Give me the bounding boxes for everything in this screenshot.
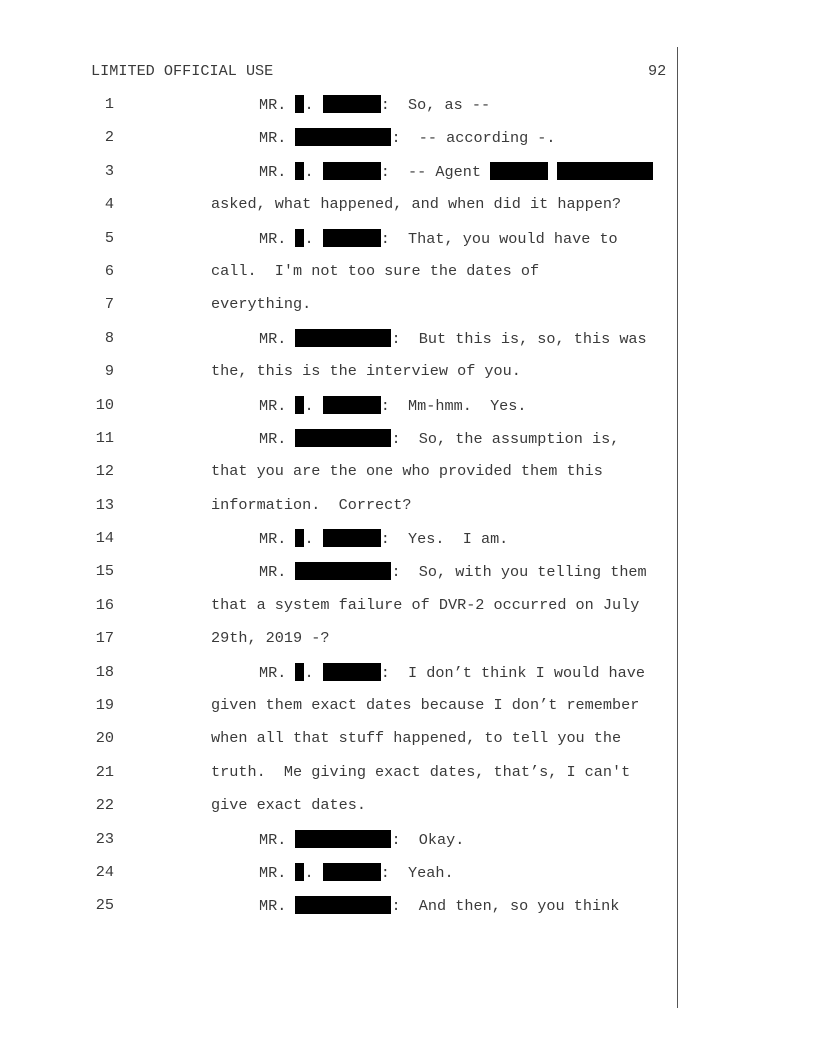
transcript-line-12 bbox=[0, 460, 677, 493]
line-text bbox=[259, 95, 490, 114]
redaction-block bbox=[295, 562, 391, 580]
line-text: that you are the one who provided them this bbox=[211, 462, 603, 481]
spoken-text: : Okay. bbox=[391, 830, 465, 849]
spoken-text: : So, with you telling them bbox=[391, 563, 647, 582]
initial-period: . bbox=[304, 229, 323, 248]
redaction-block bbox=[295, 896, 391, 914]
speaker-prefix: MR. bbox=[259, 563, 296, 582]
transcript-line-22 bbox=[0, 794, 677, 827]
speaker-prefix: MR. bbox=[259, 429, 296, 448]
transcript-line-2 bbox=[0, 126, 677, 159]
transcript-line-9 bbox=[0, 360, 677, 393]
line-text bbox=[259, 896, 619, 915]
line-number: 6 bbox=[104, 261, 114, 280]
right-margin-rule bbox=[677, 47, 678, 1008]
redaction-block bbox=[295, 128, 391, 146]
speaker-prefix: MR. bbox=[259, 329, 296, 348]
transcript-line-21 bbox=[0, 761, 677, 794]
line-number: 15 bbox=[95, 562, 114, 581]
line-number: 8 bbox=[104, 328, 114, 347]
spoken-text: : But this is, so, this was bbox=[391, 329, 647, 348]
redaction-block bbox=[557, 162, 653, 180]
line-text: given them exact dates because I don’t remember bbox=[211, 696, 640, 715]
speaker-prefix: MR. bbox=[259, 530, 296, 549]
line-number: 20 bbox=[95, 729, 114, 748]
line-text bbox=[259, 329, 647, 348]
redaction-block bbox=[323, 396, 381, 414]
line-text bbox=[259, 229, 618, 248]
transcript-line-23 bbox=[0, 828, 677, 861]
transcript-line-7 bbox=[0, 293, 677, 326]
transcript-line-20 bbox=[0, 727, 677, 760]
initial-period: . bbox=[304, 96, 323, 114]
line-number: 17 bbox=[95, 629, 114, 648]
page-number: 92 bbox=[648, 62, 667, 80]
line-number: 2 bbox=[104, 128, 114, 147]
transcript-line-14 bbox=[0, 527, 677, 560]
line-number: 25 bbox=[95, 896, 114, 915]
redaction-block bbox=[490, 162, 548, 180]
line-number: 11 bbox=[95, 428, 114, 447]
line-number: 9 bbox=[104, 362, 114, 381]
redaction-block bbox=[323, 663, 381, 681]
line-number: 5 bbox=[104, 228, 114, 247]
speaker-prefix: MR. bbox=[259, 129, 296, 148]
redaction-block bbox=[323, 529, 381, 547]
spoken-text: : So, as -- bbox=[380, 96, 491, 114]
spoken-text: : And then, so you think bbox=[391, 897, 620, 916]
spoken-text: : So, the assumption is, bbox=[391, 429, 620, 448]
line-text bbox=[259, 162, 653, 181]
transcript-line-16 bbox=[0, 594, 677, 627]
line-text bbox=[259, 429, 619, 448]
line-text: 29th, 2019 -? bbox=[211, 629, 330, 648]
line-number: 13 bbox=[95, 495, 114, 514]
line-number: 18 bbox=[95, 662, 114, 681]
transcript-line-6 bbox=[0, 260, 677, 293]
line-text bbox=[259, 529, 508, 548]
line-text bbox=[259, 663, 645, 682]
line-text: when all that stuff happened, to tell you the bbox=[211, 729, 622, 748]
line-text: information. Correct? bbox=[211, 495, 412, 514]
redaction-block bbox=[295, 329, 391, 347]
line-number: 24 bbox=[95, 862, 114, 881]
line-number: 1 bbox=[104, 95, 114, 113]
line-text bbox=[259, 562, 647, 581]
transcript-line-4 bbox=[0, 193, 677, 226]
transcript-line-5 bbox=[0, 227, 677, 260]
line-text: that a system failure of DVR-2 occurred on July bbox=[211, 595, 640, 614]
redaction-block bbox=[323, 863, 381, 881]
spoken-text: : That, you would have to bbox=[380, 229, 618, 248]
line-text: call. I'm not too sure the dates of bbox=[211, 261, 540, 280]
line-text: give exact dates. bbox=[211, 796, 366, 815]
spoken-text: : -- Agent bbox=[380, 162, 491, 181]
spoken-text: : -- according -. bbox=[391, 129, 556, 148]
speaker-prefix: MR. bbox=[259, 830, 296, 849]
speaker-prefix: MR. bbox=[259, 96, 296, 114]
transcript-line-8 bbox=[0, 327, 677, 360]
spoken-text: : I don’t think I would have bbox=[380, 663, 646, 682]
transcript-line-18 bbox=[0, 661, 677, 694]
transcript-line-3 bbox=[0, 160, 677, 193]
transcript-line-1 bbox=[0, 93, 677, 126]
line-number: 4 bbox=[104, 195, 114, 214]
speaker-prefix: MR. bbox=[259, 863, 296, 882]
line-text: everything. bbox=[211, 295, 312, 314]
transcript-line-13 bbox=[0, 494, 677, 527]
initial-period: . bbox=[304, 863, 323, 882]
spoken-text: : Yes. I am. bbox=[380, 530, 509, 549]
speaker-prefix: MR. bbox=[259, 897, 296, 916]
line-number: 16 bbox=[95, 595, 114, 614]
transcript-line-10 bbox=[0, 394, 677, 427]
spoken-text: : Yeah. bbox=[380, 863, 454, 882]
line-text: the, this is the interview of you. bbox=[211, 362, 521, 381]
line-text bbox=[259, 128, 556, 147]
line-text bbox=[259, 863, 454, 882]
line-number: 7 bbox=[104, 295, 114, 314]
line-number: 10 bbox=[95, 395, 114, 414]
line-number: 14 bbox=[95, 529, 114, 548]
initial-period: . bbox=[304, 530, 323, 549]
transcript-line-19 bbox=[0, 694, 677, 727]
transcript-line-17 bbox=[0, 627, 677, 660]
line-text: asked, what happened, and when did it happen? bbox=[211, 195, 622, 214]
line-number: 19 bbox=[95, 696, 114, 715]
redaction-block bbox=[295, 429, 391, 447]
initial-period: . bbox=[304, 162, 323, 181]
speaker-prefix: MR. bbox=[259, 663, 296, 682]
spoken-text: : Mm-hmm. Yes. bbox=[380, 396, 527, 415]
transcript-line-11 bbox=[0, 427, 677, 460]
transcript-line-25 bbox=[0, 894, 677, 927]
line-number: 23 bbox=[95, 829, 114, 848]
speaker-prefix: MR. bbox=[259, 162, 296, 181]
line-number: 21 bbox=[95, 762, 114, 781]
redaction-block bbox=[323, 95, 381, 113]
transcript-line-15 bbox=[0, 560, 677, 593]
line-text bbox=[259, 830, 464, 849]
initial-period: . bbox=[304, 396, 323, 415]
transcript-line-24 bbox=[0, 861, 677, 894]
line-number: 3 bbox=[104, 161, 114, 180]
speaker-prefix: MR. bbox=[259, 396, 296, 415]
transcript-body bbox=[0, 93, 677, 928]
redaction-block bbox=[323, 229, 381, 247]
speaker-prefix: MR. bbox=[259, 229, 296, 248]
line-text: truth. Me giving exact dates, that’s, I can't bbox=[211, 762, 631, 781]
classification-header: LIMITED OFFICIAL USE bbox=[91, 62, 274, 80]
redaction-block bbox=[323, 162, 381, 180]
line-number: 22 bbox=[95, 796, 114, 815]
initial-period: . bbox=[304, 663, 323, 682]
line-text bbox=[259, 396, 527, 415]
line-number: 12 bbox=[95, 462, 114, 481]
redaction-block bbox=[295, 830, 391, 848]
